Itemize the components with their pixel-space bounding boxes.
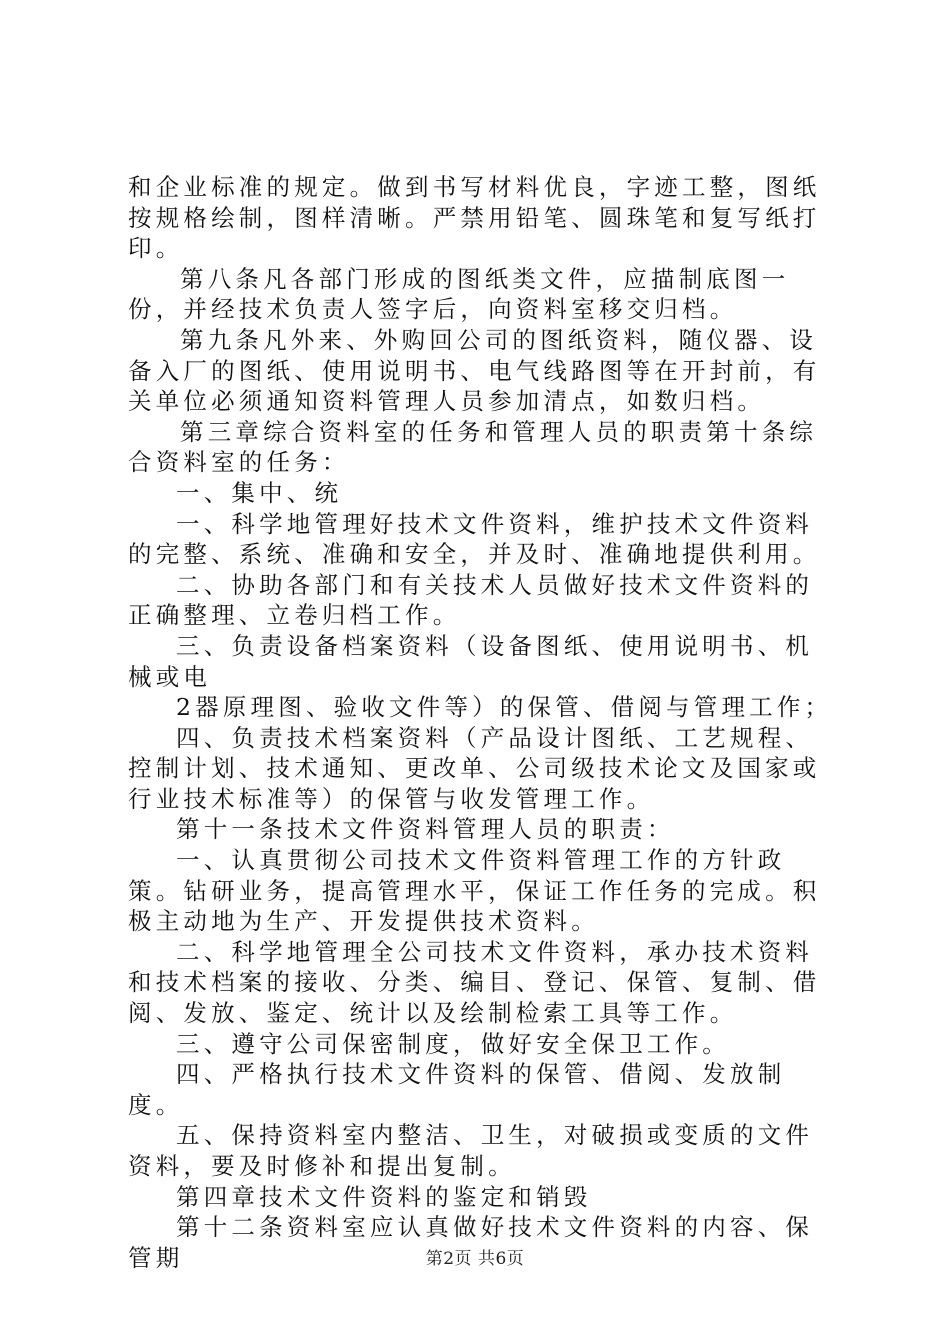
paragraph-chapter-4: 第四章技术文件资料的鉴定和销毁 bbox=[176, 1182, 592, 1211]
paragraph-1: 和企业标准的规定。做到书写材料优良，字迹工整，图纸按规格绘制，图样清晰。严禁用铅笔、圆珠笔和复写纸打印。 bbox=[128, 173, 821, 263]
paragraph-item: 2器原理图、验收文件等）的保管、借阅与管理工作； bbox=[176, 693, 833, 722]
page-number-footer: 第2页 共6页 bbox=[425, 1249, 525, 1269]
paragraph-item: 四、负责技术档案资料（产品设计图纸、工艺规程、控制计划、技术通知、更改单、公司级技术论文及国家或行业技术标准等）的保管与收发管理工作。 bbox=[128, 723, 821, 813]
paragraph-article-9: 第九条凡外来、外购回公司的图纸资料，随仪器、设备入厂的图纸、使用说明书、电气线路图等在开封前，有关单位必须通知资料管理人员参加清点，如数归档。 bbox=[128, 325, 821, 416]
paragraph-article-11: 第十一条技术文件资料管理人员的职责： bbox=[176, 815, 675, 844]
paragraph-item: 五、保持资料室内整洁、卫生，对破损或变质的文件资料，要及时修补和提出复制。 bbox=[128, 1121, 814, 1180]
paragraph-item: 三、遵守公司保密制度，做好安全保卫工作。 bbox=[176, 1029, 730, 1058]
paragraph-chapter-3: 第三章综合资料室的任务和管理人员的职责第十条综合资料室的任务： bbox=[128, 417, 818, 477]
paragraph-item: 二、协助各部门和有关技术人员做好技术文件资料的正确整理、立卷归档工作。 bbox=[128, 570, 814, 630]
paragraph-item: 二、科学地管理全公司技术文件资料，承办技术资料和技术档案的接收、分类、编目、登记、保管、复制、借阅、发放、鉴定、统计以及绘制检索工具等工作。 bbox=[128, 937, 821, 1028]
paragraph-article-8: 第八条凡各部门形成的图纸类文件，应描制底图一份，并经技术负责人签字后，向资料室移交归档。 bbox=[128, 264, 790, 324]
paragraph-item: 一、科学地管理好技术文件资料，维护技术文件资料的完整、系统、准确和安全，并及时、准确地提供利用。 bbox=[128, 509, 821, 569]
paragraph-item: 一、认真贯彻公司技术文件资料管理工作的方针政策。钻研业务，提高管理水平，保证工作任务的完成。积极主动地为生产、开发提供技术资料。 bbox=[128, 846, 821, 936]
paragraph-item: 一、集中、统 bbox=[176, 478, 343, 507]
paragraph-item: 三、负责设备档案资料（设备图纸、使用说明书、机械或电 bbox=[128, 631, 814, 691]
paragraph-article-12: 第十二条资料室应认真做好技术文件资料的内容、保管期 bbox=[128, 1213, 814, 1272]
document-body bbox=[128, 172, 833, 1273]
paragraph-item: 四、严格执行技术文件资料的保管、借阅、发放制度。 bbox=[128, 1060, 786, 1119]
